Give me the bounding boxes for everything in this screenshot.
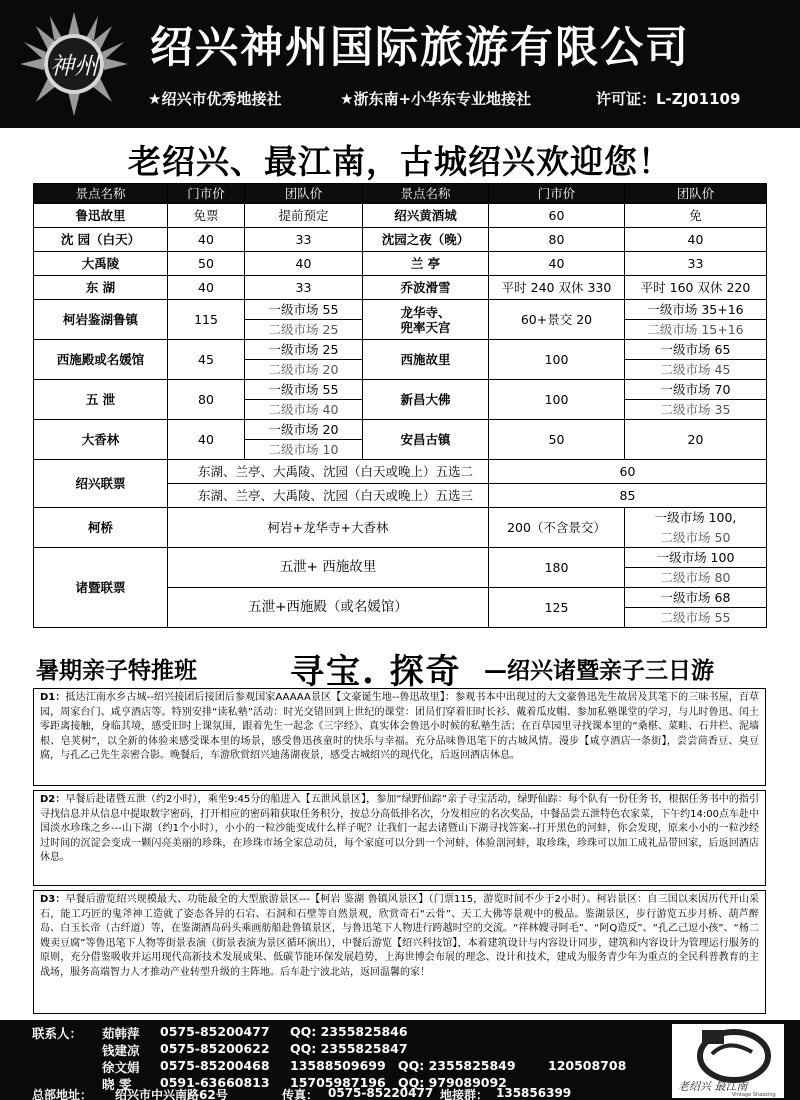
attraction-name: 柯岩鉴湖鲁镇 [34, 300, 168, 340]
attraction-name: 鲁迅故里 [34, 204, 168, 228]
day-description: 早餐后赴诸暨五泄（约2小时），乘坐9:45分的船进入【五泄风景区】，参加“绿野仙踪”亲子寻宝活动，绿野仙踪：每个队有一份任务书，根据任务书中的指引寻找信息并从信息中提取数字密码，打开相应的密码箱获取任务积分，按总分高低排名次，分发相应的名次奖品，中餐品尝五泄特色农家菜，下午约14:00点车赴中国淡水珍珠之乡---山下湖（约1个小时），小小的一粒沙能变成什么样子呢？让我们一起去诸暨山下湖寻找答案--打开黑色的河蚌，你会发现，原来小小的一粒沙经过时间的沉淀会变成一颗闪亮美丽的珍珠，在珍珠市场全家总动员，每个家庭可以分到一个河蚌，体验剖河蚌，取珍珠，珍珠可以加工成礼品带回家，后返回酒店休息。 [40, 794, 759, 863]
first-tier-price: 一级市场 55 [245, 300, 362, 320]
group-price: 免 [625, 204, 767, 228]
attraction-name: 新昌大佛 [363, 380, 489, 420]
joint-ticket-row [34, 460, 767, 484]
group-price: 平时 160 双休 220 [625, 276, 767, 300]
joint-ticket-option: 东湖、兰亭、大禹陵、沈园（白天或晚上）五选三 [168, 484, 489, 508]
contact-name: 茹韩萍 [102, 1026, 140, 1041]
day-description: 早餐后游览绍兴规模最大、功能最全的大型旅游景区---【柯岩 鉴湖 鲁镇风景区】（门票115，游览时间不少于2小时）。柯岩景区：自三国以来因历代开山采石，能工巧匠的鬼斧神工造就了姿态各异的石宕、石洞和石壁等自然景观，欣赏奇石“云骨”、天工大佛等景观中的极品。鉴湖景区，步行游览五步月桥、葫芦醉岛、白玉长帝（古纤道）等，在鉴湖酒岛码头乘画舫船赴鲁镇景区，与鲁迅笔下人物进行跨越时空的交流。“祥林嫂寻阿毛”、“阿Q造反”、“孔乙己逗小孩”、“杨二嫂卖豆腐”等鲁迅笔下人物等街景表演（街景表演为景区循环演出），中餐后游览【绍兴科技馆】，本着建筑设计与内容设计同步，建筑和内容设计为管理运行服务的原则，充分借鉴吸收并运用现代高新技术发展成果、低碳节能环保发展趋势，上海世博会布展的理念、设计和技术，建成为服务青少年为重点的全民科普教育的主战场，服务高端智力人才推动产业转型升级的主阵地。后车赴宁波北站，返回温馨的家！ [40, 894, 759, 978]
group-price-tiers [245, 380, 363, 420]
table-row [34, 340, 767, 380]
address-label: 总部地址： [32, 1086, 92, 1100]
itinerary-day-1 [33, 688, 766, 786]
attraction-name-line: 龙华寺、 [400, 304, 451, 320]
second-tier-price: 二级市场 35 [660, 401, 731, 417]
contact-name: 钱建凉 [102, 1043, 140, 1058]
company-header [0, 0, 800, 128]
contacts-label: 联系人： [32, 1026, 83, 1041]
contact-mobile: 13588509699 [290, 1058, 386, 1073]
attraction-name: 大禹陵 [34, 252, 168, 276]
svg-text:Vintage Shaoxing: Vintage Shaoxing [732, 1092, 776, 1098]
company-name: 绍兴神州国际旅游有限公司 [150, 23, 690, 73]
contact-phone: 0591-63660813 [160, 1075, 270, 1090]
first-tier-price: 一级市场 100, [654, 510, 737, 525]
contact-phone: 0575-85200468 [160, 1058, 270, 1073]
group-price: 提前预定 [245, 204, 363, 228]
second-tier-price: 二级市场 55 [625, 608, 767, 628]
first-tier-price: 一级市场 35+16 [625, 300, 766, 320]
svg-text:神州: 神州 [50, 52, 98, 80]
summer-promo-banner [0, 642, 800, 692]
second-tier-price: 二级市场 25 [268, 321, 339, 337]
itinerary-day-3 [33, 890, 766, 1014]
first-tier-price: 一级市场 25 [245, 340, 362, 360]
group-price: 20 [625, 420, 767, 460]
rack-price: 平时 240 双休 330 [489, 276, 625, 300]
table-row [34, 252, 767, 276]
contact-qq: QQ: 2355825847 [290, 1041, 408, 1056]
table-header-row [34, 184, 767, 204]
group-price-tiers [625, 300, 767, 340]
joint-ticket-row [34, 548, 767, 568]
contact-qq: QQ: 2355825846 [290, 1024, 408, 1039]
rack-price: 80 [489, 228, 625, 252]
column-header: 景点名称 [34, 184, 168, 204]
group-price: 33 [625, 252, 767, 276]
attraction-name: 大香林 [34, 420, 168, 460]
group-price-tiers [245, 300, 363, 340]
day-label: D1： [40, 692, 66, 703]
attraction-name: 五 泄 [34, 380, 168, 420]
promo-trail: —绍兴诸暨亲子三日游 [484, 658, 714, 684]
rack-price: 80 [168, 380, 245, 420]
first-tier-price: 一级市场 100 [625, 548, 767, 568]
attraction-name [363, 300, 489, 340]
joint-ticket-price: 180 [489, 548, 625, 588]
contact-qq: QQ: 979089092 [398, 1075, 507, 1090]
column-header: 团队价 [245, 184, 363, 204]
rack-price: 50 [489, 420, 625, 460]
first-tier-price: 一级市场 68 [625, 588, 767, 608]
joint-ticket-option: 五泄+ 西施故里 [168, 548, 489, 588]
joint-ticket-label-text: 绍兴联票 [75, 476, 126, 491]
attraction-name: 西施殿或名媛馆 [34, 340, 168, 380]
second-tier-price: 二级市场 15+16 [647, 321, 744, 337]
table-row [34, 380, 767, 420]
second-tier-price: 二级市场 50 [660, 529, 731, 545]
attraction-name-line: 兜率天宫 [400, 319, 451, 335]
rack-price: 60 [489, 204, 625, 228]
rack-price: 40 [168, 276, 245, 300]
first-tier-price: 一级市场 20 [245, 420, 362, 440]
table-row [34, 204, 767, 228]
contact-phone: 0575-85200477 [160, 1024, 270, 1039]
contact-footer [0, 1020, 800, 1100]
joint-ticket-option: 东湖、兰亭、大禹陵、沈园（白天或晚上）五选二 [168, 460, 489, 484]
second-tier-price: 二级市场 40 [268, 401, 339, 417]
attraction-name: 安昌古镇 [363, 420, 489, 460]
rack-price: 100 [489, 380, 625, 420]
group-price-tiers [625, 340, 767, 380]
joint-ticket-label: 柯桥 [34, 508, 168, 548]
table-row [34, 228, 767, 252]
second-tier-price: 二级市场 45 [660, 361, 731, 377]
attraction-name: 东 湖 [34, 276, 168, 300]
attraction-name: 沈园之夜（晚） [363, 228, 489, 252]
joint-ticket-price: 60 [489, 460, 767, 484]
attraction-name: 乔波滑雪 [363, 276, 489, 300]
second-tier-price: 二级市场 20 [268, 361, 339, 377]
joint-ticket-option: 柯岩+龙华寺+大香林 [168, 508, 489, 548]
group-price: 33 [245, 228, 363, 252]
rack-price: 45 [168, 340, 245, 380]
rack-price: 60+景交 20 [489, 300, 625, 340]
group-value: 135856399 [496, 1086, 572, 1100]
group-price-tiers [245, 420, 363, 460]
rack-price: 50 [168, 252, 245, 276]
joint-ticket-price: 200（不含景交） [489, 508, 625, 548]
contact-name: 晓 雯 [102, 1077, 132, 1092]
vintage-shaoxing-stamp [672, 1024, 784, 1098]
ticket-price-table [33, 183, 767, 628]
fax-value: 0575-85220477 [328, 1086, 434, 1100]
address-value: 绍兴市中兴南路62号 [115, 1088, 228, 1100]
group-price-tiers [245, 340, 363, 380]
day-description: 抵达江南水乡古城--绍兴接团后接团后参观国家AAAAA景区【文豪诞生地--鲁迅故里】：参观书本中出现过的大文豪鲁迅先生故居及其笔下的三味书屋，百草园，周家台门、咸亨酒店等。特别安排“读私塾”活动：时光交错回到上世纪的课堂：团员们穿着旧时长衫、戴着瓜皮帽、参加私塾课堂的学习，与儿时鲁迅、闰土零距离接触，身临其境，感受旧时上课氛围，跟着先生一起念《三字经》、真实体会鲁迅小时候的私塾生活；在百草园里寻找课本里的“桑椹、菜畦、石井栏、泥墙根、皂荚树”，以全新的体验来感受课本里的场景，感受鲁迅孩童时的快乐与幸福。充分品味鲁迅笔下的古城风情。漫步【咸亨酒店一条街】，尝尝茴香豆、臭豆腐，与孔乙己先生亲密合影。晚餐后，车游欣赏绍兴迪荡湖夜景，感受古城绍兴的现代化，后返回酒店休息。 [40, 692, 760, 761]
attraction-name: 兰 亭 [363, 252, 489, 276]
joint-ticket-row [34, 508, 767, 548]
first-tier-price: 一级市场 65 [625, 340, 766, 360]
group-price: 33 [245, 276, 363, 300]
contact-phone: 0575-85200622 [160, 1041, 270, 1056]
promo-lead: 暑期亲子特推班 [36, 658, 197, 684]
contact-name: 徐文娟 [102, 1060, 140, 1075]
group-price: 40 [625, 228, 767, 252]
second-tier-price: 二级市场 10 [268, 441, 339, 457]
table-row [34, 276, 767, 300]
joint-ticket-label [34, 460, 168, 508]
group-price-tiers [625, 380, 767, 420]
column-header: 门市价 [489, 184, 625, 204]
rack-price: 40 [489, 252, 625, 276]
first-tier-price: 一级市场 55 [245, 380, 362, 400]
table-row [34, 420, 767, 460]
contact-extra: 120508708 [548, 1058, 627, 1073]
contact-qq: QQ: 2355825849 [398, 1058, 516, 1073]
promo-title: 寻宝. 探奇 [290, 652, 462, 692]
rack-price: 免票 [168, 204, 245, 228]
tagline-excellent-agency: ★绍兴市优秀地接社 [148, 90, 282, 108]
column-header: 景点名称 [363, 184, 489, 204]
joint-ticket-price: 125 [489, 588, 625, 628]
rack-price: 100 [489, 340, 625, 380]
group-price-tiers [625, 508, 767, 548]
attraction-name: 绍兴黄酒城 [363, 204, 489, 228]
column-header: 团队价 [625, 184, 767, 204]
table-row [34, 300, 767, 340]
joint-ticket-option: 五泄+西施殿（或名媛馆） [168, 588, 489, 628]
contact-mobile: 15705987196 [290, 1075, 386, 1090]
group-label: 地接群： [440, 1088, 489, 1100]
svg-text:老绍兴 最江南: 老绍兴 最江南 [678, 1080, 748, 1093]
welcome-slogan: 老绍兴、最江南，古城绍兴欢迎您！ [128, 142, 672, 181]
attraction-name: 西施故里 [363, 340, 489, 380]
column-header: 门市价 [168, 184, 245, 204]
rack-price: 40 [168, 228, 245, 252]
attraction-name: 沈 园（白天） [34, 228, 168, 252]
company-logo [18, 10, 130, 118]
first-tier-price: 一级市场 70 [625, 380, 766, 400]
itinerary-day-2 [33, 790, 766, 886]
day-label: D3： [40, 894, 66, 905]
rack-price: 40 [168, 420, 245, 460]
fax-label: 传真： [282, 1088, 319, 1100]
second-tier-price: 二级市场 80 [625, 568, 767, 588]
license-number: 许可证：L-ZJ01109 [596, 90, 741, 108]
day-label: D2： [40, 794, 66, 805]
tagline-east-china-agency: ★浙东南+小华东专业地接社 [340, 90, 532, 108]
rack-price: 115 [168, 300, 245, 340]
joint-ticket-label: 诸暨联票 [34, 548, 168, 628]
group-price: 40 [245, 252, 363, 276]
joint-ticket-price: 85 [489, 484, 767, 508]
